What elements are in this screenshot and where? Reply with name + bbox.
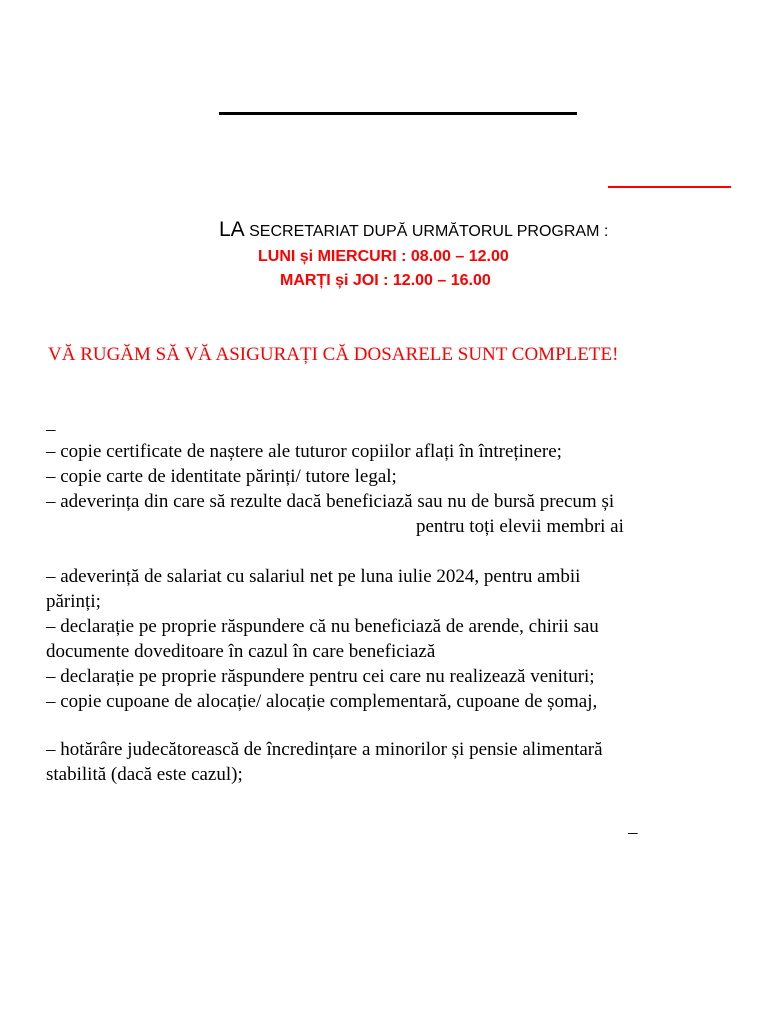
list-item-identity-card: – copie carte de identitate părinți/ tutore legal; (46, 466, 397, 487)
red-underline-mark (608, 186, 731, 188)
list-spacer (46, 714, 746, 737)
list-item-birth-certificates: – copie certificate de naștere ale tuturor copiilor aflați în întreținere; (46, 441, 562, 462)
list-item-salary-certificate-continued: părinți; (46, 591, 101, 612)
list-item-allowance-coupons: – copie cupoane de alocație/ alocație complementară, cupoane de șomaj, (46, 691, 598, 712)
list-item-salary-certificate: – adeverință de salariat cu salariul net pe luna iulie 2024, pentru ambii (46, 566, 581, 587)
schedule-line-monday-wednesday: LUNI și MIERCURI : 08.00 – 12.00 (258, 248, 509, 265)
list-item-scholarship-certificate: – adeverința din care să rezulte dacă beneficiază sau nu de bursă precum și (46, 491, 615, 512)
schedule-heading (219, 218, 608, 242)
list-spacer (46, 539, 746, 564)
list-item-empty-dash: – (46, 419, 56, 440)
list-item-court-decision: – hotărâre judecătorească de încredințare a minorilor și pensie alimentară (46, 739, 603, 760)
trailing-dash: – (628, 822, 638, 843)
list-item-no-income-declaration: – declarație pe proprie răspundere pentru cei care nu realizează venituri; (46, 666, 595, 687)
list-item-court-decision-continued: stabilită (dacă este cazul); (46, 764, 243, 785)
list-item-scholarship-certificate-continued: pentru toți elevii membri ai (416, 516, 624, 537)
title-placeholder-underline (219, 112, 577, 115)
required-documents-list (46, 417, 746, 787)
schedule-heading-prefix: LA (219, 218, 245, 241)
list-item-rent-declaration: – declarație pe proprie răspundere că nu beneficiază de arende, chirii sau (46, 616, 599, 637)
list-item-rent-declaration-continued: documente doveditoare în cazul în care beneficiază (46, 641, 436, 662)
completeness-notice: VĂ RUGĂM SĂ VĂ ASIGURAȚI CĂ DOSARELE SUNT COMPLETE! (48, 344, 619, 365)
schedule-heading-text: SECRETARIAT DUPĂ URMĂTORUL PROGRAM : (244, 223, 609, 240)
schedule-line-tuesday-thursday: MARȚI și JOI : 12.00 – 16.00 (280, 272, 491, 289)
